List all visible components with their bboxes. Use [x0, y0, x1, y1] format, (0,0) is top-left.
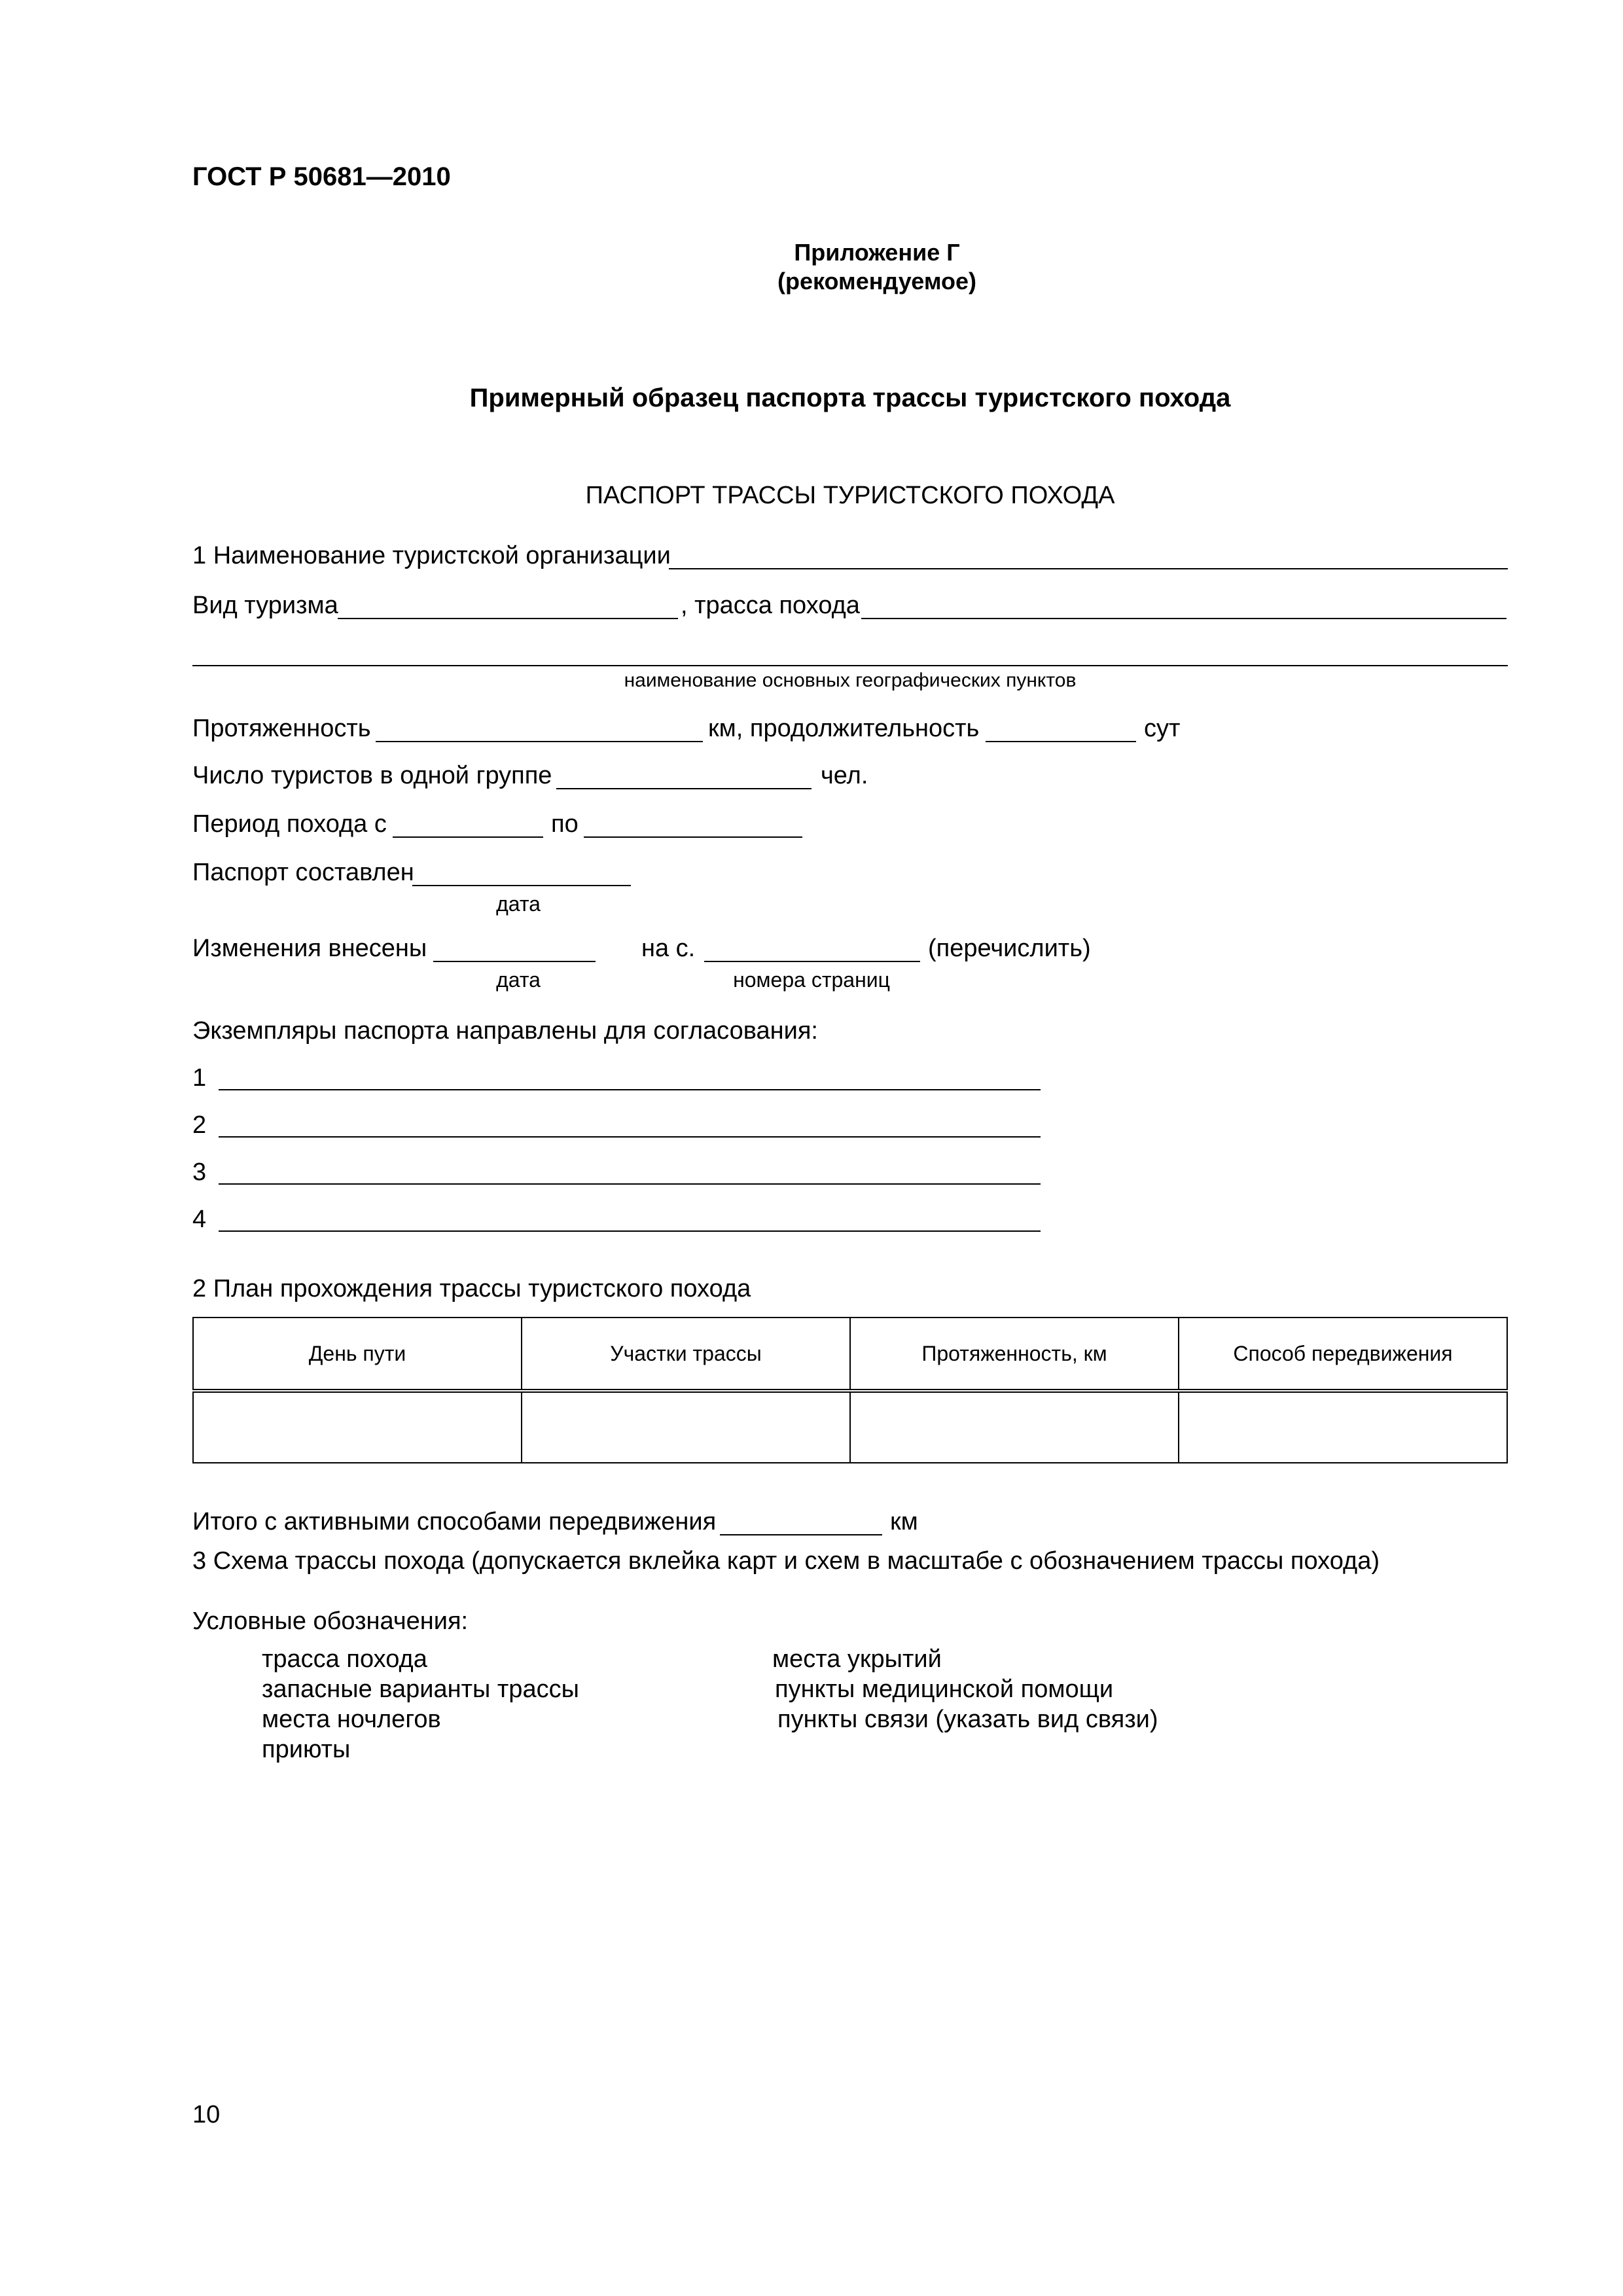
changes-pages-field-line[interactable]: [704, 961, 920, 962]
changes-list-note: (перечислить): [928, 935, 1091, 962]
legend-item: трасса похода: [262, 1645, 427, 1673]
legend-label: Условные обозначения:: [192, 1607, 469, 1635]
legend-item: места укрытий: [772, 1645, 942, 1673]
table-cell-transport[interactable]: [1179, 1391, 1507, 1463]
legend-item: места ночлегов: [262, 1706, 441, 1733]
copy-field-line[interactable]: [219, 1230, 1041, 1232]
total-unit: км: [890, 1508, 918, 1535]
route-caption: наименование основных географических пунктов: [624, 670, 1077, 691]
copy-number: 1: [192, 1064, 207, 1092]
total-label: Итого с активными способами передвижения: [192, 1508, 717, 1535]
tourism-type-label: Вид туризма: [192, 592, 338, 619]
changes-date-field-line[interactable]: [433, 961, 596, 962]
table-cell-length[interactable]: [850, 1391, 1179, 1463]
period-to-label: по: [551, 810, 579, 838]
column-header-day: День пути: [193, 1318, 522, 1391]
column-header-segments: Участки трассы: [522, 1318, 850, 1391]
period-label: Период похода с: [192, 810, 387, 838]
route-points-field-line[interactable]: [192, 665, 1508, 666]
copy-field-line[interactable]: [219, 1183, 1041, 1185]
section2-title: 2 План прохождения трассы туристского похода: [192, 1275, 751, 1302]
days-unit: сут: [1144, 715, 1181, 742]
copies-label: Экземпляры паспорта направлены для согласования:: [192, 1017, 818, 1045]
org-label: 1 Наименование туристской организации: [192, 542, 671, 569]
length-field-line[interactable]: [376, 741, 703, 742]
group-size-label: Число туристов в одной группе: [192, 762, 552, 789]
standard-code: ГОСТ Р 50681—2010: [192, 162, 451, 191]
appendix-subtitle: (рекомендуемое): [777, 268, 976, 295]
table-cell-segments[interactable]: [522, 1391, 850, 1463]
legend-item: запасные варианты трассы: [262, 1676, 579, 1703]
table-cell-day[interactable]: [193, 1391, 522, 1463]
group-size-field-line[interactable]: [556, 788, 812, 789]
document-title: Примерный образец паспорта трассы туристского похода: [469, 384, 1231, 412]
changes-page-label: на с.: [641, 935, 696, 962]
legend-item: приюты: [262, 1736, 351, 1763]
passport-heading: ПАСПОРТ ТРАССЫ ТУРИСТСКОГО ПОХОДА: [585, 482, 1115, 509]
route-label: , трасса похода: [681, 592, 860, 619]
compiled-date-field-line[interactable]: [412, 885, 631, 886]
copy-field-line[interactable]: [219, 1136, 1041, 1138]
page-numbers-caption: номера страниц: [733, 968, 890, 992]
route-plan-table: [192, 1317, 1508, 1463]
period-from-field-line[interactable]: [393, 836, 543, 838]
copy-number: 4: [192, 1206, 207, 1233]
column-header-length: Протяженность, км: [850, 1318, 1179, 1391]
changes-label: Изменения внесены: [192, 935, 427, 962]
legend-item: пункты медицинской помощи: [775, 1676, 1114, 1703]
section3-title: 3 Схема трассы похода (допускается вклейка карт и схем в масштабе с обозначением трассы похода): [192, 1547, 1380, 1575]
tourism-type-field-line[interactable]: [338, 618, 678, 619]
length-label: Протяженность: [192, 715, 371, 742]
duration-field-line[interactable]: [986, 741, 1136, 742]
total-field-line[interactable]: [720, 1534, 882, 1535]
copy-field-line[interactable]: [219, 1089, 1041, 1090]
column-header-transport: Способ передвижения: [1179, 1318, 1507, 1391]
table-row: [193, 1391, 1507, 1463]
period-to-field-line[interactable]: [584, 836, 802, 838]
persons-unit: чел.: [821, 762, 868, 789]
table-header-row: [193, 1318, 1507, 1391]
route-field-line[interactable]: [861, 618, 1507, 619]
compiled-date-caption: дата: [496, 892, 541, 916]
copy-number: 2: [192, 1111, 207, 1139]
changes-date-caption: дата: [496, 968, 541, 992]
page-number: 10: [192, 2101, 221, 2128]
copy-number: 3: [192, 1158, 207, 1186]
appendix-title: Приложение Г: [794, 239, 960, 266]
compiled-label: Паспорт составлен: [192, 859, 414, 886]
org-field-line[interactable]: [669, 568, 1508, 569]
km-duration-label: км, продолжительность: [708, 715, 980, 742]
legend-item: пункты связи (указать вид связи): [777, 1706, 1158, 1733]
